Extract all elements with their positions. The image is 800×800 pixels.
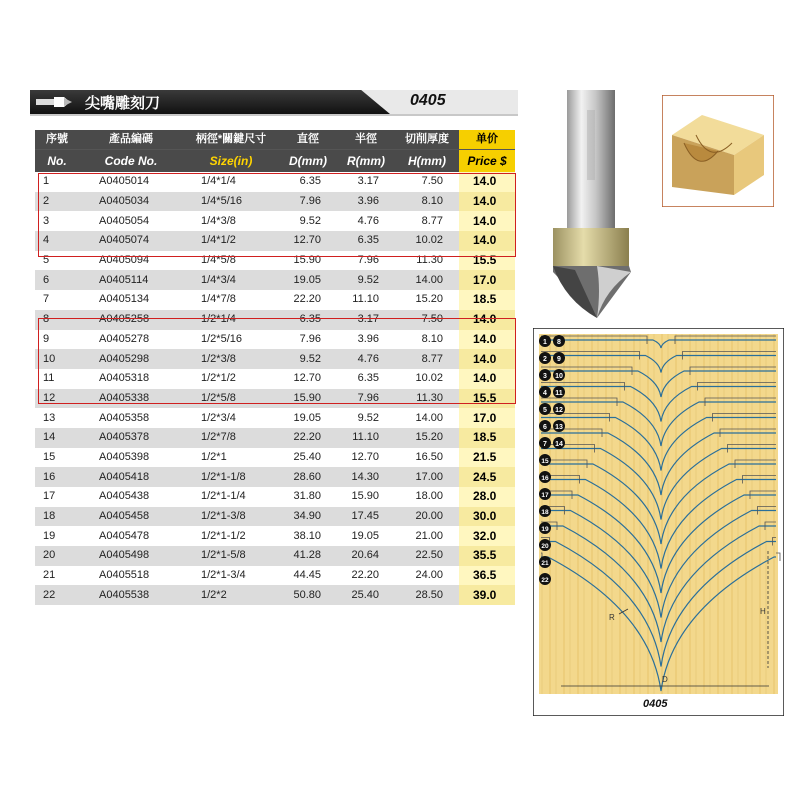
table-row <box>35 526 515 546</box>
cell-no: 5 <box>35 251 79 271</box>
cell-code: A0405094 <box>79 251 183 271</box>
table-row <box>35 585 515 605</box>
highlight-box-2 <box>38 318 516 404</box>
col-header: 產品編碼 <box>79 130 183 150</box>
cell-h: 22.50 <box>395 546 459 566</box>
cell-size: 1/4*5/8 <box>183 251 279 271</box>
cell-price: 14.0 <box>459 310 515 330</box>
svg-text:15: 15 <box>541 458 549 465</box>
cell-h: 15.20 <box>395 428 459 448</box>
cell-no: 10 <box>35 349 79 369</box>
cell-h: 18.00 <box>395 487 459 507</box>
cell-no: 21 <box>35 566 79 586</box>
cell-code: A0405538 <box>79 585 183 605</box>
cell-price: 35.5 <box>459 546 515 566</box>
cell-size: 1/2*1-3/8 <box>183 507 279 527</box>
cell-h: 17.00 <box>395 467 459 487</box>
cell-h: 10.02 <box>395 231 459 251</box>
cell-d: 31.80 <box>279 487 337 507</box>
cell-h: 24.00 <box>395 566 459 586</box>
cell-d: 7.96 <box>279 192 337 212</box>
svg-text:12: 12 <box>555 407 563 414</box>
header-title-band <box>30 90 390 114</box>
col-header: H(mm) <box>395 150 459 173</box>
cell-code: A0405298 <box>79 349 183 369</box>
table-row <box>35 566 515 586</box>
cell-price: 14.0 <box>459 172 515 192</box>
cell-no: 15 <box>35 448 79 468</box>
svg-text:10: 10 <box>555 373 563 380</box>
cell-d: 38.10 <box>279 526 337 546</box>
table-row <box>35 448 515 468</box>
cell-price: 15.5 <box>459 389 515 409</box>
cell-code: A0405378 <box>79 428 183 448</box>
svg-text:14: 14 <box>555 441 563 448</box>
cell-h: 15.20 <box>395 290 459 310</box>
svg-text:13: 13 <box>555 424 563 431</box>
cell-price: 14.0 <box>459 369 515 389</box>
cell-h: 10.02 <box>395 369 459 389</box>
size-badge <box>553 386 565 398</box>
cell-size: 1/2*5/16 <box>183 330 279 350</box>
size-badge <box>553 437 565 449</box>
cell-price: 14.0 <box>459 330 515 350</box>
cell-d: 28.60 <box>279 467 337 487</box>
svg-text:18: 18 <box>541 509 549 516</box>
cell-price: 18.5 <box>459 290 515 310</box>
cell-code: A0405278 <box>79 330 183 350</box>
cell-no: 18 <box>35 507 79 527</box>
cell-code: A0405074 <box>79 231 183 251</box>
cell-size: 1/2*3/4 <box>183 408 279 428</box>
table-row <box>35 487 515 507</box>
table-row <box>35 507 515 527</box>
cell-d: 22.20 <box>279 428 337 448</box>
cell-no: 20 <box>35 546 79 566</box>
diagram-code: 0405 <box>643 698 668 710</box>
cell-no: 13 <box>35 408 79 428</box>
cell-d: 15.90 <box>279 251 337 271</box>
cell-d: 50.80 <box>279 585 337 605</box>
cell-code: A0405518 <box>79 566 183 586</box>
svg-text:21: 21 <box>541 560 549 567</box>
size-badge <box>553 420 565 432</box>
cell-h: 8.77 <box>395 211 459 231</box>
cell-code: A0405338 <box>79 389 183 409</box>
cell-d: 19.05 <box>279 408 337 428</box>
header-row-en <box>35 150 515 173</box>
cell-size: 1/2*1-1/4 <box>183 487 279 507</box>
cell-size: 1/4*3/8 <box>183 211 279 231</box>
col-header: No. <box>35 150 79 173</box>
size-badge <box>539 335 551 347</box>
cell-size: 1/2*7/8 <box>183 428 279 448</box>
cell-code: A0405398 <box>79 448 183 468</box>
cell-no: 7 <box>35 290 79 310</box>
cell-size: 1/4*1/2 <box>183 231 279 251</box>
cell-code: A0405054 <box>79 211 183 231</box>
size-badge <box>539 556 551 568</box>
cell-no: 16 <box>35 467 79 487</box>
cell-price: 17.0 <box>459 408 515 428</box>
size-badge <box>539 488 551 500</box>
cell-price: 15.5 <box>459 251 515 271</box>
section-header <box>30 90 518 116</box>
cell-no: 22 <box>35 585 79 605</box>
size-badge <box>539 386 551 398</box>
cell-d: 7.96 <box>279 330 337 350</box>
cell-r: 3.17 <box>337 310 395 330</box>
cell-h: 8.10 <box>395 330 459 350</box>
cell-d: 22.20 <box>279 290 337 310</box>
cell-code: A0405418 <box>79 467 183 487</box>
router-bit-image <box>535 90 655 320</box>
cell-size: 1/4*5/16 <box>183 192 279 212</box>
cell-r: 3.96 <box>337 192 395 212</box>
cell-no: 17 <box>35 487 79 507</box>
cell-d: 15.90 <box>279 389 337 409</box>
cell-d: 12.70 <box>279 231 337 251</box>
col-header: 序號 <box>35 130 79 150</box>
col-header: 直徑 <box>279 130 337 150</box>
svg-text:8: 8 <box>557 339 561 346</box>
cell-d: 9.52 <box>279 349 337 369</box>
col-header: R(mm) <box>337 150 395 173</box>
cell-no: 3 <box>35 211 79 231</box>
cell-price: 14.0 <box>459 231 515 251</box>
size-badge <box>539 369 551 381</box>
cell-h: 8.10 <box>395 192 459 212</box>
radius-label: R <box>609 613 615 622</box>
table-row <box>35 428 515 448</box>
col-header: Code No. <box>79 150 183 173</box>
cell-code: A0405014 <box>79 172 183 192</box>
svg-text:7: 7 <box>543 441 547 448</box>
cell-no: 8 <box>35 310 79 330</box>
svg-text:17: 17 <box>541 492 549 499</box>
cell-price: 21.5 <box>459 448 515 468</box>
cell-d: 34.90 <box>279 507 337 527</box>
cell-r: 12.70 <box>337 448 395 468</box>
cell-d: 19.05 <box>279 270 337 290</box>
cell-price: 39.0 <box>459 585 515 605</box>
cell-size: 1/2*1-5/8 <box>183 546 279 566</box>
cell-size: 1/4*7/8 <box>183 290 279 310</box>
cell-price: 24.5 <box>459 467 515 487</box>
col-header: 切削厚度 <box>395 130 459 150</box>
svg-text:22: 22 <box>541 577 549 584</box>
cell-size: 1/2*5/8 <box>183 389 279 409</box>
highlight-box-1 <box>38 173 516 257</box>
cell-code: A0405258 <box>79 310 183 330</box>
cell-code: A0405318 <box>79 369 183 389</box>
cell-r: 6.35 <box>337 231 395 251</box>
cell-r: 11.10 <box>337 290 395 310</box>
size-badge <box>553 369 565 381</box>
svg-text:4: 4 <box>543 390 547 397</box>
cell-d: 44.45 <box>279 566 337 586</box>
cell-h: 11.30 <box>395 251 459 271</box>
cell-size: 1/2*2 <box>183 585 279 605</box>
cell-price: 18.5 <box>459 428 515 448</box>
col-header: 单价 <box>459 130 515 150</box>
cell-no: 19 <box>35 526 79 546</box>
height-label: H <box>760 607 766 616</box>
svg-text:6: 6 <box>543 424 547 431</box>
cell-price: 14.0 <box>459 211 515 231</box>
cell-size: 1/4*3/4 <box>183 270 279 290</box>
size-badge <box>539 454 551 466</box>
cell-r: 11.10 <box>337 428 395 448</box>
table-row <box>35 546 515 566</box>
size-badge <box>553 335 565 347</box>
router-bit-icon <box>34 94 74 110</box>
cell-code: A0405114 <box>79 270 183 290</box>
cell-no: 4 <box>35 231 79 251</box>
cell-code: A0405034 <box>79 192 183 212</box>
cell-size: 1/2*1 <box>183 448 279 468</box>
cell-r: 7.96 <box>337 251 395 271</box>
size-badge <box>539 352 551 364</box>
cell-code: A0405358 <box>79 408 183 428</box>
cell-d: 41.28 <box>279 546 337 566</box>
cell-h: 20.00 <box>395 507 459 527</box>
svg-text:9: 9 <box>557 356 561 363</box>
cell-code: A0405438 <box>79 487 183 507</box>
cell-size: 1/2*1-1/8 <box>183 467 279 487</box>
cell-h: 11.30 <box>395 389 459 409</box>
col-header: 半徑 <box>337 130 395 150</box>
cell-r: 25.40 <box>337 585 395 605</box>
cell-h: 21.00 <box>395 526 459 546</box>
cell-price: 14.0 <box>459 192 515 212</box>
cell-h: 28.50 <box>395 585 459 605</box>
cell-d: 6.35 <box>279 172 337 192</box>
cell-r: 3.96 <box>337 330 395 350</box>
cell-r: 17.45 <box>337 507 395 527</box>
profile-sample-image <box>662 95 774 207</box>
svg-text:19: 19 <box>541 526 549 533</box>
svg-text:1: 1 <box>543 339 547 346</box>
svg-text:3: 3 <box>543 373 547 380</box>
cell-d: 12.70 <box>279 369 337 389</box>
cell-code: A0405458 <box>79 507 183 527</box>
cell-r: 9.52 <box>337 408 395 428</box>
cell-h: 14.00 <box>395 408 459 428</box>
col-header: Size(in) <box>183 150 279 173</box>
cell-price: 30.0 <box>459 507 515 527</box>
cell-r: 4.76 <box>337 349 395 369</box>
size-badge <box>539 539 551 551</box>
size-badge <box>539 437 551 449</box>
cell-r: 6.35 <box>337 369 395 389</box>
svg-text:16: 16 <box>541 475 549 482</box>
cell-size: 1/2*1-3/4 <box>183 566 279 586</box>
col-header: D(mm) <box>279 150 337 173</box>
cell-r: 14.30 <box>337 467 395 487</box>
cell-code: A0405134 <box>79 290 183 310</box>
table-row <box>35 290 515 310</box>
cell-price: 28.0 <box>459 487 515 507</box>
cell-price: 32.0 <box>459 526 515 546</box>
svg-text:11: 11 <box>555 390 563 397</box>
size-badge <box>539 522 551 534</box>
page-title: 尖嘴雕刻刀 <box>85 94 161 112</box>
cell-h: 7.50 <box>395 310 459 330</box>
header-row-zh <box>35 130 515 150</box>
cell-r: 22.20 <box>337 566 395 586</box>
cell-price: 36.5 <box>459 566 515 586</box>
cell-size: 1/2*3/8 <box>183 349 279 369</box>
cell-r: 9.52 <box>337 270 395 290</box>
table-row <box>35 467 515 487</box>
cell-r: 4.76 <box>337 211 395 231</box>
cell-r: 19.05 <box>337 526 395 546</box>
size-badge <box>553 352 565 364</box>
size-badge <box>539 505 551 517</box>
cell-d: 6.35 <box>279 310 337 330</box>
cell-price: 14.0 <box>459 349 515 369</box>
cell-h: 14.00 <box>395 270 459 290</box>
profile-diagram <box>533 328 784 716</box>
cell-price: 17.0 <box>459 270 515 290</box>
cell-size: 1/2*1/4 <box>183 310 279 330</box>
cell-d: 9.52 <box>279 211 337 231</box>
cell-code: A0405498 <box>79 546 183 566</box>
diameter-label: D <box>662 675 668 684</box>
col-header: 柄徑*關鍵尺寸 <box>183 130 279 150</box>
cell-h: 8.77 <box>395 349 459 369</box>
cell-d: 25.40 <box>279 448 337 468</box>
cell-r: 15.90 <box>337 487 395 507</box>
cell-r: 3.17 <box>337 172 395 192</box>
svg-text:20: 20 <box>541 543 549 550</box>
cell-no: 11 <box>35 369 79 389</box>
cell-size: 1/2*1/2 <box>183 369 279 389</box>
cell-size: 1/4*1/4 <box>183 172 279 192</box>
cell-no: 9 <box>35 330 79 350</box>
cell-code: A0405478 <box>79 526 183 546</box>
cell-r: 7.96 <box>337 389 395 409</box>
cell-no: 6 <box>35 270 79 290</box>
cell-h: 16.50 <box>395 448 459 468</box>
table-row <box>35 270 515 290</box>
product-code: 0405 <box>410 92 446 109</box>
cell-no: 14 <box>35 428 79 448</box>
cell-r: 20.64 <box>337 546 395 566</box>
table-row <box>35 408 515 428</box>
cell-no: 12 <box>35 389 79 409</box>
cell-size: 1/2*1-1/2 <box>183 526 279 546</box>
col-header: Price $ <box>459 150 515 173</box>
cell-h: 7.50 <box>395 172 459 192</box>
svg-text:5: 5 <box>543 407 547 414</box>
cell-no: 1 <box>35 172 79 192</box>
size-badge <box>539 573 551 585</box>
cell-no: 2 <box>35 192 79 212</box>
svg-text:2: 2 <box>543 356 547 363</box>
size-badge <box>553 403 565 415</box>
size-badge <box>539 420 551 432</box>
size-badge <box>539 471 551 483</box>
size-badge <box>539 403 551 415</box>
